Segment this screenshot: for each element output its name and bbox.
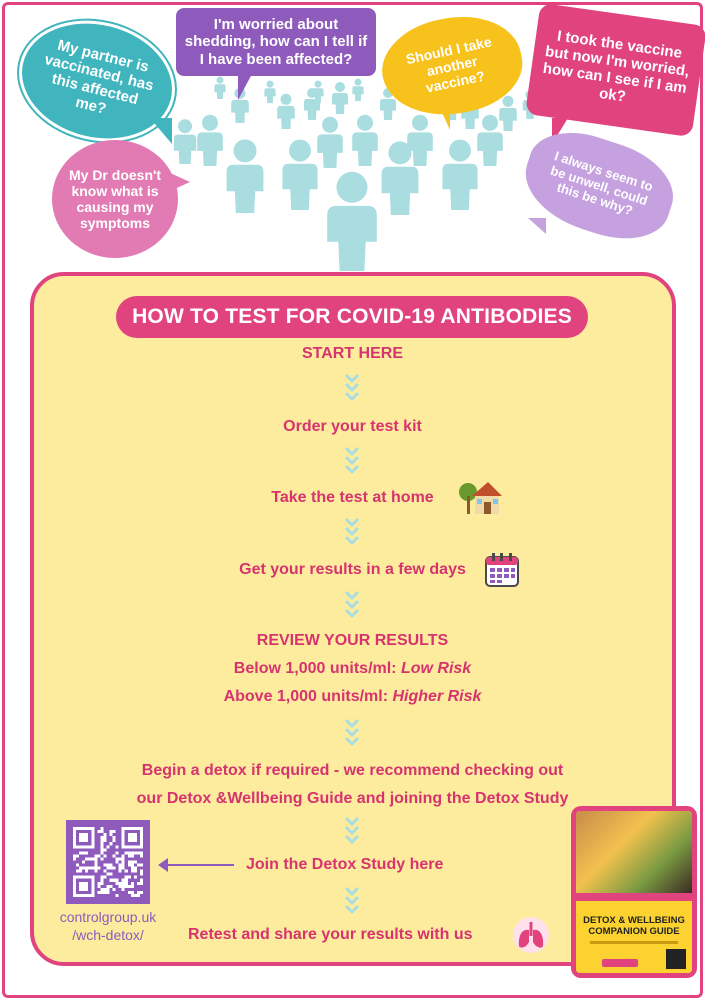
risk-label: Higher Risk (392, 688, 482, 705)
qr-module (97, 891, 100, 894)
qr-module (76, 854, 79, 857)
chevron-down-icon (344, 517, 360, 547)
qr-module (125, 885, 128, 888)
qr-module (119, 864, 122, 867)
qr-module (100, 851, 103, 854)
result-higher-risk (0, 688, 705, 706)
qr-module (103, 891, 106, 894)
qr-module (110, 879, 113, 882)
person-body (231, 100, 249, 123)
qr-module (128, 891, 131, 894)
qr-module (128, 864, 131, 867)
qr-module (113, 888, 116, 891)
qr-module (110, 842, 113, 845)
qr-module (116, 845, 119, 848)
qr-module (85, 867, 88, 870)
qr-module (113, 879, 116, 882)
person-body (317, 134, 343, 168)
step-retest: Retest and share your results with us (188, 926, 473, 943)
bubble-tail (150, 118, 172, 144)
qr-module (137, 864, 140, 867)
qr-url-line: controlgroup.uk (59, 909, 157, 925)
qr-finder (140, 827, 143, 848)
qr-module (116, 894, 119, 897)
qr-module (134, 867, 137, 870)
qr-module (76, 864, 79, 867)
qr-module (125, 851, 128, 854)
qr-module (103, 854, 106, 857)
step-detox-line-1: Begin a detox if required - we recommend checking out (141, 762, 564, 779)
qr-module (79, 870, 82, 873)
qr-module (140, 873, 143, 876)
qr-module (106, 873, 109, 876)
qr-module (137, 891, 140, 894)
qr-module (113, 867, 116, 870)
qr-module (103, 876, 106, 879)
qr-finder (122, 845, 143, 848)
qr-module (113, 854, 116, 857)
qr-module (103, 870, 106, 873)
house-icon (458, 478, 504, 518)
qr-module (125, 882, 128, 885)
qr-module (94, 854, 97, 857)
person-body (407, 132, 433, 166)
qr-module (131, 864, 134, 867)
qr-module (131, 860, 134, 863)
person-body (352, 132, 378, 166)
qr-module (106, 888, 109, 891)
qr-finder (73, 827, 94, 830)
qr-module (140, 851, 143, 854)
qr-module (119, 857, 122, 860)
qr-module (94, 870, 97, 873)
qr-module (76, 870, 79, 873)
qr-module (100, 879, 103, 882)
chevron-down-icon (344, 886, 360, 916)
qr-module (125, 879, 128, 882)
qr-module (82, 860, 85, 863)
qr-module (82, 867, 85, 870)
bubble-shedding (176, 8, 376, 76)
step-start-here: START HERE (301, 345, 404, 362)
qr-finder (122, 827, 125, 848)
qr-module (100, 882, 103, 885)
qr-module (113, 830, 116, 833)
calendar-icon (484, 552, 520, 588)
arrow-left-icon (158, 858, 168, 872)
qr-module (128, 851, 131, 854)
person-head (281, 94, 292, 105)
qr-module (91, 867, 94, 870)
qr-module (128, 860, 131, 863)
qr-module (137, 894, 140, 897)
person-head (315, 81, 322, 88)
qr-module (122, 885, 125, 888)
result-threshold-text: Below 1,000 units/ml: (233, 660, 401, 677)
bubble-tail (440, 108, 450, 130)
qr-module (106, 867, 109, 870)
qr-module (131, 854, 134, 857)
bubble-text: I always seem to be unwell, could this be why? (548, 147, 656, 219)
arrow-line (160, 864, 234, 866)
qr-module (122, 879, 125, 882)
person-body (332, 93, 348, 114)
qr-module (106, 891, 109, 894)
qr-module (100, 891, 103, 894)
person-head (357, 115, 373, 131)
qr-module (122, 854, 125, 857)
qr-module (140, 882, 143, 885)
person-body (352, 86, 363, 101)
qr-module (79, 851, 82, 854)
person-body (214, 84, 225, 99)
qr-module (116, 857, 119, 860)
qr-module (134, 870, 137, 873)
qr-module (106, 885, 109, 888)
qr-module (100, 857, 103, 860)
person-head (178, 119, 192, 133)
qr-module (131, 894, 134, 897)
chevron-down-icon (344, 718, 360, 748)
qr-module (103, 848, 106, 851)
qr-module (94, 867, 97, 870)
qr-module (94, 857, 97, 860)
qr-module (116, 851, 119, 854)
person-head (267, 81, 274, 88)
qr-module (103, 836, 106, 839)
qr-module (137, 851, 140, 854)
person-body (499, 108, 517, 131)
step-order-kit: Order your test kit (283, 418, 422, 435)
person-head (412, 115, 428, 131)
qr-module (125, 870, 128, 873)
qr-finder (73, 894, 94, 897)
step-detox-line-2: our Detox &Wellbeing Guide and joining the Detox Study (136, 790, 569, 807)
lungs-icon (512, 916, 550, 954)
qr-finder (91, 827, 94, 848)
qr-module (128, 885, 131, 888)
qr-finder (79, 833, 88, 842)
step-get-results: Get your results in a few days (239, 561, 466, 578)
qr-module (110, 885, 113, 888)
qr-module (91, 857, 94, 860)
qr-module (97, 885, 100, 888)
qr-module (106, 864, 109, 867)
person-body (382, 167, 419, 215)
step-take-test: Take the test at home (271, 489, 434, 506)
qr-finder (91, 876, 94, 897)
person-body (282, 164, 317, 210)
person-body (327, 206, 377, 271)
qr-module (140, 854, 143, 857)
qr-url-line: /wch-detox/ (72, 927, 144, 944)
qr-module (85, 870, 88, 873)
qr-module (110, 864, 113, 867)
qr-module (134, 876, 137, 879)
qr-module (131, 851, 134, 854)
person-head (503, 96, 514, 107)
person-body (197, 132, 223, 166)
qr-module (113, 836, 116, 839)
qr-module (116, 882, 119, 885)
bubble-text: My Dr doesn't know what is causing my symptoms (68, 166, 161, 232)
qr-module (122, 860, 125, 863)
qr-module (134, 894, 137, 897)
qr-module (131, 885, 134, 888)
qr-module (131, 870, 134, 873)
qr-module (122, 882, 125, 885)
person-body (442, 164, 477, 210)
result-low-risk (0, 660, 705, 678)
qr-module (116, 860, 119, 863)
person-head (449, 140, 471, 162)
bubble-tail (238, 74, 252, 100)
person-body (277, 106, 295, 129)
qr-finder (73, 876, 76, 897)
qr-module (140, 864, 143, 867)
qr-module (94, 860, 97, 863)
qr-module (100, 845, 103, 848)
person-head (202, 115, 218, 131)
qr-module (119, 882, 122, 885)
qr-finder (122, 827, 143, 830)
qr-module (131, 882, 134, 885)
qr-module (97, 854, 100, 857)
qr-module (110, 867, 113, 870)
join-study-link[interactable]: Join the Detox Study here (246, 856, 444, 873)
qr-finder (73, 876, 94, 879)
qr-module (125, 876, 128, 879)
bubble-text: My partner is vaccinated, has this affected me? (42, 36, 156, 118)
qr-module (103, 888, 106, 891)
guide-cover-photo (576, 811, 692, 893)
qr-module (73, 857, 76, 860)
guide-qr-code (666, 949, 686, 969)
qr-module (85, 857, 88, 860)
result-threshold-text: Above 1,000 units/ml: (223, 688, 393, 705)
bubble-took-vaccine (525, 3, 705, 137)
qr-module (79, 867, 82, 870)
guide-cover-band (576, 893, 692, 901)
person-head (217, 77, 224, 84)
person-body (264, 88, 275, 103)
qr-module (131, 891, 134, 894)
qr-module (100, 836, 103, 839)
person-body (227, 165, 264, 213)
qr-module (100, 848, 103, 851)
guide-logo (602, 959, 638, 967)
qr-module (100, 827, 103, 830)
bubble-text: Should I take another vaccine? (404, 33, 493, 96)
qr-module (113, 839, 116, 842)
guide-title: DETOX & WELLBEING COMPANION GUIDE (583, 915, 685, 938)
bubble-text: I'm worried about shedding, how can I tell if I have been affected? (184, 16, 368, 68)
person-body (380, 99, 396, 120)
qr-module (116, 879, 119, 882)
qr-module (103, 833, 106, 836)
qr-module (106, 845, 109, 848)
page-title: HOW TO TEST FOR COVID-19 ANTIBODIES (116, 296, 588, 338)
qr-module (119, 885, 122, 888)
person-body (477, 132, 503, 166)
bubble-tail (168, 172, 190, 192)
qr-module (140, 891, 143, 894)
person-head (234, 139, 257, 162)
qr-module (128, 854, 131, 857)
qr-code[interactable] (66, 820, 150, 904)
qr-module (134, 851, 137, 854)
bubble-text: I took the vaccine but now I'm worried, how can I see if I am ok? (541, 27, 691, 106)
qr-module (140, 879, 143, 882)
detox-guide-cover[interactable] (571, 806, 697, 978)
person-head (337, 172, 368, 203)
qr-module (100, 839, 103, 842)
qr-module (110, 830, 113, 833)
qr-module (122, 864, 125, 867)
qr-module (137, 882, 140, 885)
person-body (174, 135, 196, 164)
qr-code-pattern (70, 824, 146, 900)
guide-subtitle-bar (590, 941, 678, 944)
qr-module (88, 857, 91, 860)
person-head (355, 79, 362, 86)
bubble-tail (528, 218, 546, 234)
chevron-down-icon (344, 446, 360, 476)
qr-module (100, 842, 103, 845)
qr-module (97, 867, 100, 870)
bubble-doctor (52, 140, 178, 258)
person-head (322, 117, 338, 133)
qr-module (85, 851, 88, 854)
qr-module (100, 876, 103, 879)
qr-module (122, 867, 125, 870)
qr-module (100, 830, 103, 833)
qr-module (131, 867, 134, 870)
person-head (335, 82, 345, 92)
qr-finder (73, 845, 94, 848)
qr-url[interactable] (42, 908, 174, 944)
chevron-down-icon (344, 590, 360, 620)
qr-module (110, 833, 113, 836)
qr-module (88, 867, 91, 870)
risk-label: Low Risk (400, 660, 472, 677)
chevron-down-icon (344, 816, 360, 846)
qr-module (94, 864, 97, 867)
qr-module (119, 867, 122, 870)
qr-module (97, 830, 100, 833)
review-results-heading: REVIEW YOUR RESULTS (256, 632, 449, 649)
qr-module (100, 888, 103, 891)
qr-module (73, 854, 76, 857)
person-head (289, 140, 311, 162)
qr-module (103, 864, 106, 867)
qr-finder (73, 827, 76, 848)
qr-module (122, 857, 125, 860)
qr-module (134, 860, 137, 863)
qr-module (122, 888, 125, 891)
qr-module (128, 876, 131, 879)
qr-module (97, 882, 100, 885)
person-head (482, 115, 498, 131)
qr-module (119, 870, 122, 873)
chevron-down-icon (344, 373, 360, 403)
qr-module (140, 870, 143, 873)
qr-module (110, 873, 113, 876)
qr-finder (79, 882, 88, 891)
guide-cover-inner (576, 811, 692, 973)
qr-finder (128, 833, 137, 842)
qr-module (103, 839, 106, 842)
qr-module (82, 851, 85, 854)
